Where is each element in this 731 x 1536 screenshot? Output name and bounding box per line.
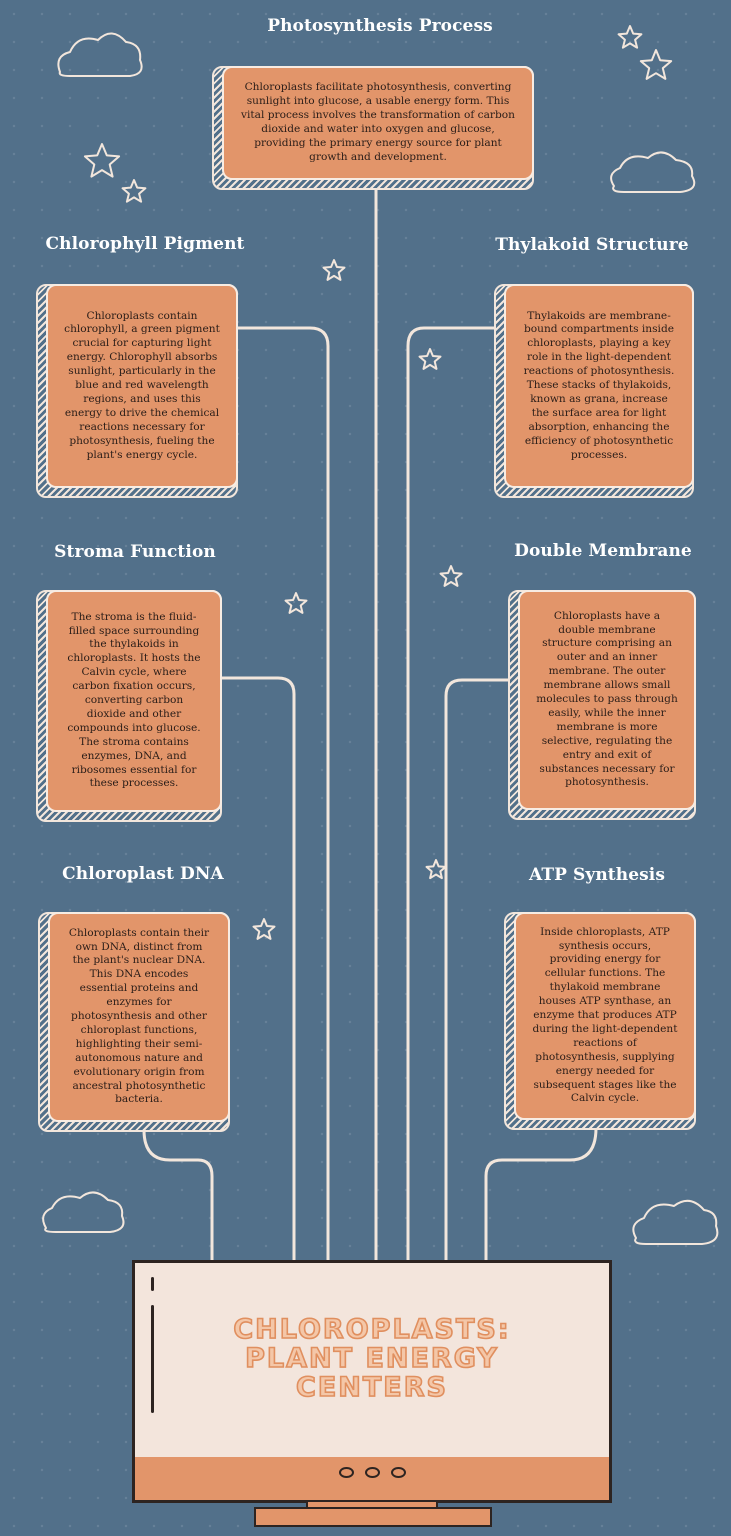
bezel-mark <box>151 1277 154 1291</box>
card-chlorophyll <box>36 284 238 498</box>
card-text: Chloroplasts contain their own DNA, distinct from the plant's nuclear DNA. This DNA encodes essential proteins and enzymes for photosynthesis and other chloroplast functions, highlighting their semi-autonomous nature and evolutionary origin from ancestral photosynthetic bacteria. <box>68 926 210 1106</box>
cloud-icon <box>58 33 141 76</box>
section-title-stroma: Stroma Function <box>54 542 216 562</box>
card-face <box>48 912 230 1122</box>
star-icon <box>85 144 119 177</box>
connector-line <box>222 678 294 1262</box>
connector-line <box>486 1128 596 1262</box>
monitor-button-icon <box>365 1467 380 1478</box>
page-title: CHLOROPLASTS: PLANT ENERGY CENTERS <box>233 1314 511 1403</box>
star-icon <box>420 349 441 369</box>
card-face <box>518 590 696 810</box>
card-face <box>222 66 534 180</box>
card-text: The stroma is the fluid-filled space surrounding the thylakoids in chloroplasts. It hosts the Calvin cycle, where carbon fixation occurs, converting carbon dioxide and other compounds into glucose. The stroma contains enzymes, DNA, and ribosomes essential for these processes. <box>67 610 201 790</box>
star-icon <box>123 180 146 202</box>
star-icon <box>441 566 462 586</box>
star-icon <box>641 50 671 79</box>
cloud-icon <box>633 1201 717 1244</box>
card-chloroplast-dna <box>38 912 230 1132</box>
star-icon <box>324 260 345 280</box>
card-thylakoid <box>494 284 694 498</box>
section-title-atp: ATP Synthesis <box>528 865 666 885</box>
monitor-screen <box>132 1260 612 1460</box>
card-double-membrane <box>508 590 696 820</box>
star-icon <box>619 26 642 48</box>
card-atp <box>504 912 696 1130</box>
card-stroma <box>36 590 222 822</box>
section-title-photosynthesis: Photosynthesis Process <box>267 16 493 36</box>
monitor-stand <box>254 1507 492 1527</box>
cloud-icon <box>611 152 694 192</box>
connector-line <box>144 1130 212 1262</box>
section-title-chlorophyll: Chlorophyll Pigment <box>45 234 245 254</box>
monitor-button-icon <box>391 1467 406 1478</box>
card-text: Thylakoids are membrane-bound compartments inside chloroplasts, playing a key role in the light-dependent reactions of photosynthesis. These stacks of thylakoids, known as grana, increase the surface area for light absorption, enhancing the efficiency of photosynthetic processes. <box>523 309 675 461</box>
card-face <box>46 284 238 488</box>
monitor-base <box>132 1457 612 1503</box>
card-text: Chloroplasts facilitate photosynthesis, converting sunlight into glucose, a usable energy form. This vital process involves the transformation of carbon dioxide and water into oxygen and glucose, providing the primary energy source for plant growth and development. <box>241 81 515 163</box>
card-face <box>504 284 694 488</box>
connector-line <box>408 328 496 1262</box>
section-title-double-membrane: Double Membrane <box>514 541 692 561</box>
card-face <box>46 590 222 812</box>
star-icon <box>286 593 307 613</box>
section-title-thylakoid: Thylakoid Structure <box>495 235 689 255</box>
card-face <box>514 912 696 1120</box>
star-icon <box>254 919 275 939</box>
star-icon <box>427 860 446 878</box>
section-title-chloroplast-dna: Chloroplast DNA <box>62 864 224 884</box>
cloud-icon <box>43 1192 123 1232</box>
card-text: Inside chloroplasts, ATP synthesis occurs, providing energy for cellular functions. The thylakoid membrane houses ATP synthase, an enzyme that produces ATP during the light-dependent reactions of photosynthesis, supplying energy needed for subsequent stages like the Calvin cycle. <box>532 925 678 1105</box>
monitor-button-icon <box>339 1467 354 1478</box>
card-text: Chloroplasts have a double membrane structure comprising an outer and an inner membrane. The outer membrane allows small molecules to pass through easily, while the inner membrane is more selective, regulating the entry and exit of substances necessary for photosynthesis. <box>536 609 678 789</box>
card-photosynthesis <box>212 66 534 190</box>
connector-line <box>238 328 328 1262</box>
card-text: Chloroplasts contain chlorophyll, a green pigment crucial for capturing light energy. Chlorophyll absorbs sunlight, particularly in the blue and red wavelength regions, and uses this energy to drive the chemical reactions necessary for photosynthesis, fueling the plant's energy cycle. <box>64 309 220 461</box>
